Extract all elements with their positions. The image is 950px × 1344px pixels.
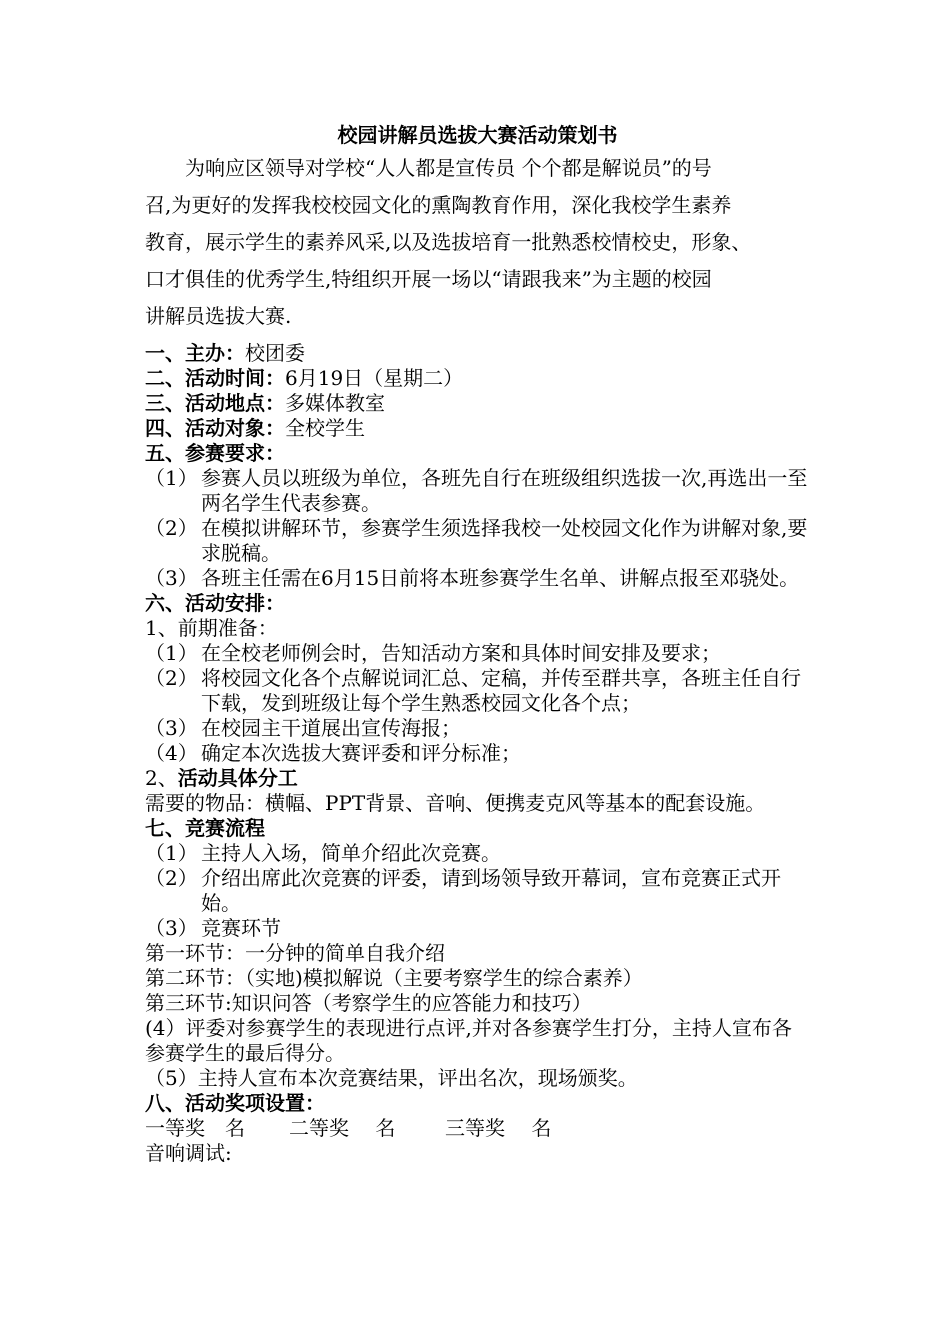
item-text: 在模拟讲解环节，参赛学生须选择我校一处校园文化作为讲解对象,要求脱稿。 <box>201 516 808 565</box>
round-1: 第一环节：一分钟的简单自我介绍 <box>145 941 445 965</box>
needed-items: 需要的物品：横幅、PPT背景、音响、便携麦克风等基本的配套设施。 <box>145 791 766 815</box>
section-value: 校团委 <box>245 341 305 365</box>
section-value: 6月19日（星期二） <box>285 366 464 390</box>
round-2: 第二环节：（实地)模拟解说（主要考察学生的综合素养） <box>145 966 643 990</box>
third-prize: 三等奖 名 <box>445 1116 552 1140</box>
requirement-item <box>145 516 810 566</box>
item-number: （2） <box>145 516 198 540</box>
intro-line: 讲解员选拔大赛. <box>145 304 292 328</box>
intro-line: 口才俱佳的优秀学生,特组织开展一场以“请跟我来”为主题的校园 <box>145 267 712 291</box>
item-number: （3） <box>145 916 198 940</box>
section-label: 四、活动对象： <box>145 416 285 440</box>
section-value: 全校学生 <box>285 416 365 440</box>
prep-item <box>145 666 810 716</box>
section-label: 一、主办： <box>145 341 245 365</box>
section-value: 多媒体教室 <box>285 391 385 415</box>
item-number: （4） <box>145 741 198 765</box>
section-location <box>145 391 810 416</box>
item-text: 参赛人员以班级为单位，各班先自行在班级组织选拔一次,再选出一至两名学生代表参赛。 <box>201 466 808 515</box>
intro-line: 教育，展示学生的素养风采,以及选拔培育一批熟悉校情校史，形象、 <box>145 230 752 254</box>
section-requirements-heading: 五、参赛要求： <box>145 441 285 465</box>
item-text: 竞赛环节 <box>201 916 281 940</box>
item-text: 将校园文化各个点解说词汇总、定稿，并传至群共享，各班主任自行下载，发到班级让每个学生熟悉校园文化各个点； <box>201 666 801 715</box>
section-awards-heading: 八、活动奖项设置： <box>145 1091 325 1115</box>
division-subheading <box>145 766 810 791</box>
item-number: （1） <box>145 466 198 490</box>
requirement-item <box>145 466 810 516</box>
prep-item <box>145 741 810 766</box>
second-prize: 二等奖 名 <box>289 1116 396 1140</box>
item-text: 各班主任需在6月15日前将本班参赛学生名单、讲解点报至邓骁处。 <box>201 566 800 590</box>
document-page <box>145 120 810 1166</box>
section-flow-heading: 七、竞赛流程 <box>145 816 265 840</box>
division-number: 2、 <box>145 766 178 790</box>
item-number: （2） <box>145 666 198 690</box>
round-3: 第三环节:知识问答（考察学生的应答能力和技巧） <box>145 991 592 1015</box>
section-label: 三、活动地点： <box>145 391 285 415</box>
section-label: 二、活动时间： <box>145 366 285 390</box>
first-prize: 一等奖 名 <box>145 1116 245 1140</box>
item-text: 确定本次选拔大赛评委和评分标准； <box>201 741 521 765</box>
item-number: （1） <box>145 641 198 665</box>
prep-item <box>145 641 810 666</box>
item-number: （1） <box>145 841 198 865</box>
division-label: 活动具体分工 <box>177 766 298 790</box>
item-text: 在校园主干道展出宣传海报； <box>201 716 461 740</box>
section-arrangement-heading: 六、活动安排： <box>145 591 285 615</box>
flow-item-4: (4）评委对参赛学生的表现进行点评,并对各参赛学生打分，主持人宣布各参赛学生的最后得分。 <box>145 1016 792 1065</box>
item-number: （3） <box>145 716 198 740</box>
flow-item <box>145 841 810 866</box>
requirement-item <box>145 566 810 591</box>
flow-item <box>145 916 810 941</box>
intro-line: 为响应区领导对学校“人人都是宣传员 个个都是解说员”的号 <box>185 156 712 180</box>
prep-item <box>145 716 810 741</box>
document-title: 校园讲解员选拔大赛活动策划书 <box>337 123 618 147</box>
section-audience <box>145 416 810 441</box>
item-text: 在全校老师例会时，告知活动方案和具体时间安排及要求； <box>201 641 721 665</box>
awards-line <box>145 1116 810 1141</box>
flow-item <box>145 866 810 916</box>
item-text: 介绍出席此次竞赛的评委，请到场领导致开幕词，宣布竞赛正式开始。 <box>201 866 781 915</box>
section-time <box>145 366 810 391</box>
item-number: （3） <box>145 566 198 590</box>
flow-item-5: （5）主持人宣布本次竞赛结果，评出名次，现场颁奖。 <box>145 1066 638 1090</box>
item-text: 主持人入场，简单介绍此次竞赛。 <box>201 841 501 865</box>
sound-check: 音响调试: <box>145 1141 232 1165</box>
item-number: （2） <box>145 866 198 890</box>
prep-subheading: 1、前期准备： <box>145 616 278 640</box>
intro-line: 召,为更好的发挥我校校园文化的熏陶教育作用，深化我校学生素养 <box>145 193 732 217</box>
section-organizer <box>145 341 810 366</box>
intro-paragraph <box>145 150 810 335</box>
